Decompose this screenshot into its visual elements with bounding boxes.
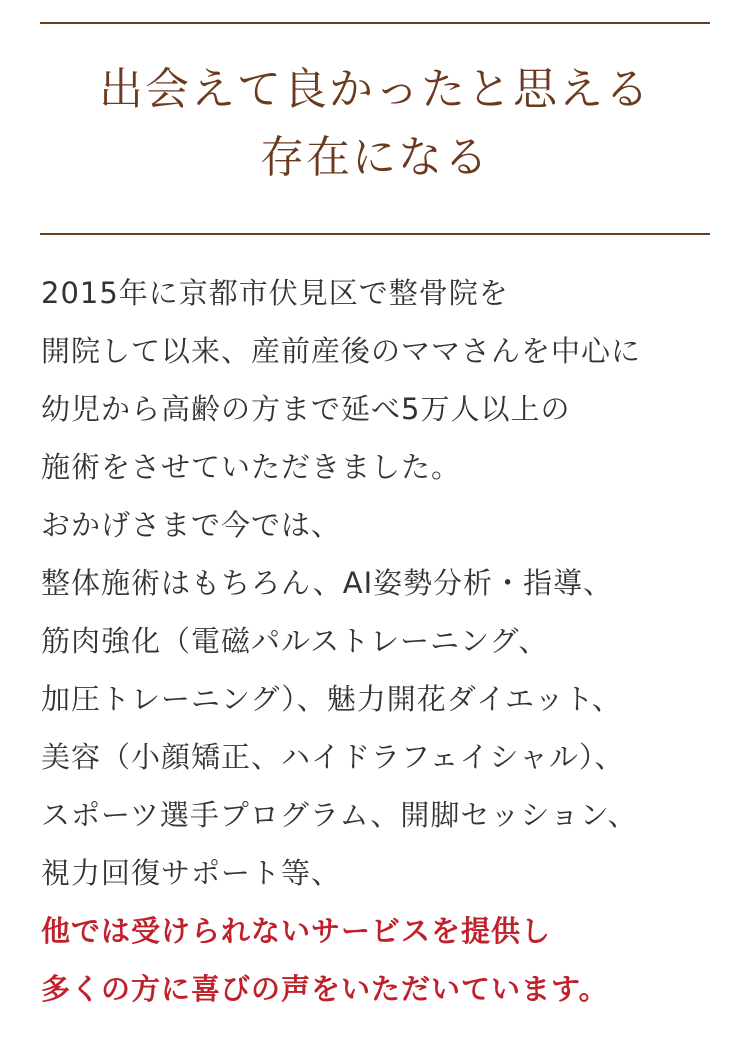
body-line-4: 施術をさせていただきました。: [41, 450, 462, 484]
emphasis-line-1: 他では受けられないサービスを提供し: [41, 914, 552, 948]
body-line-11: 視力回復サポート等、: [41, 856, 342, 890]
body-line-7: 筋肉強化（電磁パルストレーニング、: [41, 624, 549, 658]
heading-line-2: 存在になる: [260, 132, 490, 183]
body-line-5: おかげさまで今では、: [41, 508, 342, 542]
bottom-divider: [40, 233, 710, 235]
top-divider: [40, 22, 710, 24]
heading-line-1: 出会えて良かったと思える: [99, 64, 651, 115]
body-line-2: 開院して以来、産前産後のママさんを中心に: [41, 334, 642, 368]
intro-paragraph: [41, 264, 721, 1018]
body-line-3: 幼児から高齢の方まで延べ5万人以上の: [41, 392, 571, 426]
section-heading: [0, 56, 750, 192]
body-line-1: 2015年に京都市伏見区で整骨院を: [41, 276, 509, 310]
body-line-9: 美容（小顔矯正、ハイドラフェイシャル）、: [41, 740, 625, 774]
body-line-8: 加圧トレーニング）、魅力開花ダイエット、: [41, 682, 622, 716]
body-line-6: 整体施術はもちろん、AI姿勢分析・指導、: [41, 566, 614, 600]
emphasis-line-2: 多くの方に喜びの声をいただいています。: [41, 972, 609, 1006]
body-line-10: スポーツ選手プログラム、開脚セッション、: [41, 798, 638, 832]
